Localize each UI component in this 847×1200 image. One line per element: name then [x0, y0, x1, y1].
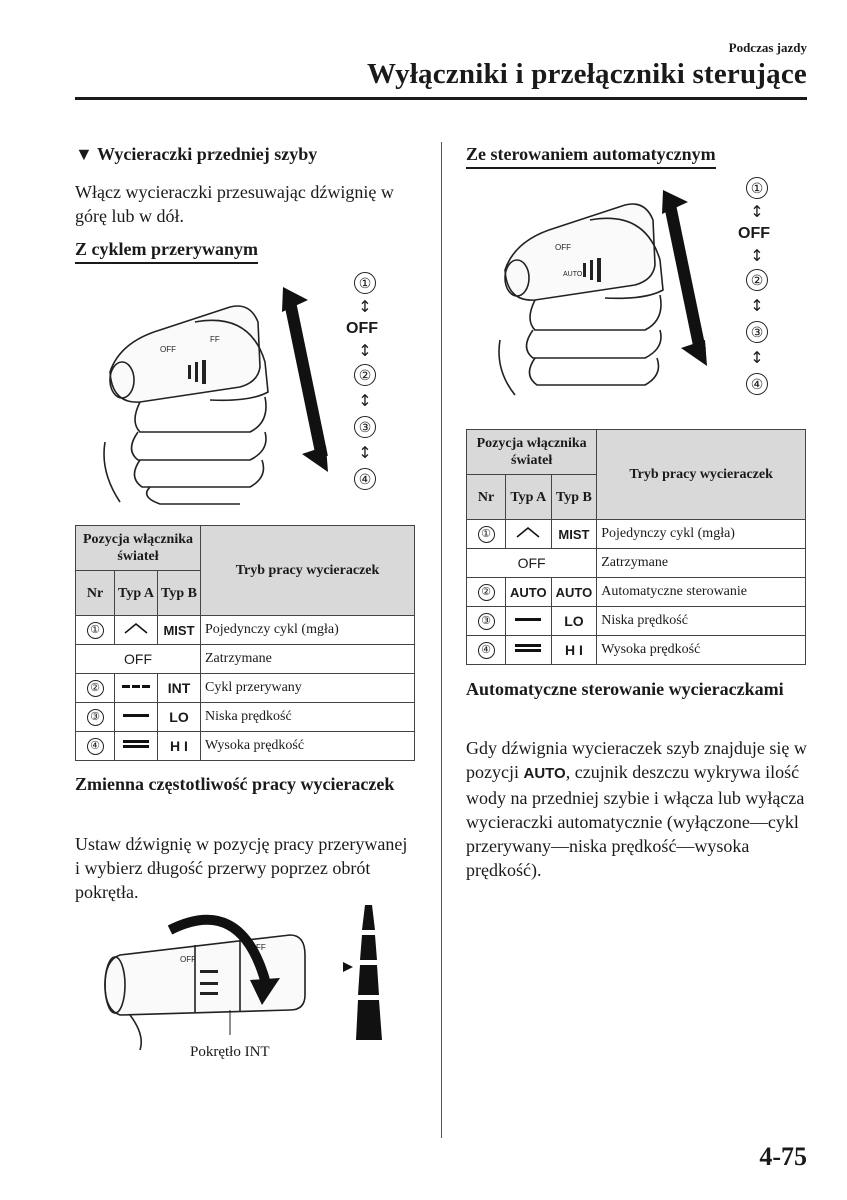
row-nr: ④ [87, 738, 104, 755]
row-mode: Wysoka prędkość [597, 636, 806, 665]
position-off: OFF [346, 320, 378, 337]
type-a-symbol: AUTO [506, 578, 552, 607]
position-list-auto [738, 177, 772, 395]
int-knob-label: Pokrętło INT [190, 1044, 270, 1060]
hi-double-bar-icon [513, 642, 543, 654]
svg-text:AUTO: AUTO [563, 271, 583, 278]
table-header-position: Pozycja włącznika świateł [76, 526, 201, 571]
row-nr: ③ [87, 709, 104, 726]
updown-arrow-icon: ↕ [358, 443, 372, 462]
position-off: OFF [738, 225, 770, 242]
front-wipers-heading-text: Wycieraczki przedniej szyby [97, 144, 318, 164]
type-b-symbol: INT [158, 674, 201, 703]
updown-arrow-icon: ↕ [358, 341, 372, 360]
table-row [467, 578, 806, 607]
updown-arrow-icon: ↕ [358, 391, 372, 410]
lo-bar-icon [121, 712, 151, 720]
updown-arrow-icon: ↕ [358, 297, 372, 316]
position-1: ① [746, 177, 768, 199]
row-mode: Niska prędkość [201, 703, 415, 732]
row-mode: Zatrzymane [201, 645, 415, 674]
row-mode: Pojedynczy cykl (mgła) [597, 520, 806, 549]
row-mode: Niska prędkość [597, 607, 806, 636]
table-header-position: Pozycja włącznika świateł [467, 430, 597, 475]
table-header-type-a: Typ A [506, 475, 552, 520]
svg-text:FF: FF [256, 943, 266, 952]
position-2: ② [354, 364, 376, 386]
updown-arrow-icon: ↕ [750, 296, 764, 315]
up-down-arrow-icon [282, 287, 328, 472]
table-row [467, 549, 806, 578]
row-mode: Pojedynczy cykl (mgła) [201, 616, 415, 645]
wiper-mode-table-auto [466, 429, 806, 665]
mist-chevron-icon [515, 525, 541, 539]
row-mode: Cykl przerywany [201, 674, 415, 703]
svg-text:FF: FF [210, 335, 220, 344]
hi-double-bar-icon [121, 738, 151, 750]
updown-arrow-icon: ↕ [750, 246, 764, 265]
int-dashes-icon [121, 683, 151, 691]
table-row [467, 636, 806, 665]
svg-text:OFF: OFF [180, 955, 196, 964]
svg-text:OFF: OFF [555, 243, 571, 252]
type-b-symbol: AUTO [551, 578, 597, 607]
type-b-symbol: LO [158, 703, 201, 732]
page-number: 4-75 [759, 1142, 807, 1171]
wiper-lever-illustration-auto [495, 180, 735, 400]
position-3: ③ [746, 321, 768, 343]
variable-frequency-text: Ustaw dźwignię w pozycję pracy przerywanej i wybierz długość przerwy poprzez obrót pokrętła. [75, 834, 408, 902]
table-row [467, 607, 806, 636]
front-wipers-intro: Włącz wycieraczki przesuwając dźwignię w górę lub w dół. [75, 182, 394, 226]
table-header-nr: Nr [76, 571, 115, 616]
table-row [76, 703, 415, 732]
type-b-symbol: MIST [158, 616, 201, 645]
page-title: Wyłączniki i przełączniki sterujące [366, 58, 807, 90]
mist-chevron-icon [123, 621, 149, 635]
position-1: ① [354, 272, 376, 294]
auto-keyword: AUTO [523, 765, 566, 782]
up-down-arrow-icon [662, 190, 707, 366]
auto-subheading: Ze sterowaniem automatycznym [466, 144, 716, 169]
auto-control-heading: Automatyczne sterowanie wycieraczkami [466, 679, 784, 699]
row-nr: ② [478, 584, 495, 601]
row-mode: Zatrzymane [597, 549, 806, 578]
off-cell: OFF [76, 645, 201, 674]
position-4: ④ [354, 468, 376, 490]
wiper-mode-table-intermittent [75, 525, 415, 761]
table-header-mode: Tryb pracy wycieraczek [201, 526, 415, 616]
table-row [76, 674, 415, 703]
row-nr: ① [87, 622, 104, 639]
table-row [76, 732, 415, 761]
title-rule [75, 97, 807, 100]
table-row [76, 616, 415, 645]
interval-scale-icon [343, 905, 382, 1040]
table-header-nr: Nr [467, 475, 506, 520]
row-nr: ② [87, 680, 104, 697]
wiper-lever-illustration-intermittent [100, 282, 340, 507]
intermittent-subheading: Z cyklem przerywanym [75, 239, 258, 264]
variable-frequency-heading: Zmienna częstotliwość pracy wycieraczek [75, 774, 395, 794]
row-nr: ④ [478, 642, 495, 659]
table-row [467, 520, 806, 549]
section-label: Podczas jazdy [728, 40, 807, 55]
position-3: ③ [354, 416, 376, 438]
table-header-type-b: Typ B [158, 571, 201, 616]
triangle-marker-icon: ▼ [75, 144, 93, 164]
table-header-mode: Tryb pracy wycieraczek [597, 430, 806, 520]
row-mode: Automatyczne sterowanie [597, 578, 806, 607]
position-4: ④ [746, 373, 768, 395]
row-nr: ① [478, 526, 495, 543]
table-row [76, 645, 415, 674]
updown-arrow-icon: ↕ [750, 202, 764, 221]
type-b-symbol: LO [551, 607, 597, 636]
type-b-symbol: H I [158, 732, 201, 761]
type-b-symbol: H I [551, 636, 597, 665]
row-mode: Wysoka prędkość [201, 732, 415, 761]
off-cell: OFF [467, 549, 597, 578]
table-header-type-a: Typ A [115, 571, 158, 616]
table-header-type-b: Typ B [551, 475, 597, 520]
updown-arrow-icon: ↕ [750, 348, 764, 367]
type-b-symbol: MIST [551, 520, 597, 549]
row-nr: ③ [478, 613, 495, 630]
column-divider [441, 142, 442, 1138]
position-2: ② [746, 269, 768, 291]
lo-bar-icon [513, 616, 543, 624]
svg-text:OFF: OFF [160, 345, 176, 354]
auto-control-text: Gdy dźwignia wycieraczek szyb znajduje się w pozycji AUTO, czujnik deszczu wykrywa ilość wody na przedniej szybie i włącza lub wyłącza wycieraczki automatycznie (wyłączone―cykl przerywany―niska prędkość―wysoka prędkość). [466, 738, 807, 880]
front-wipers-heading [75, 144, 317, 165]
int-knob-illustration [100, 900, 400, 1050]
position-list-intermittent [346, 272, 380, 490]
